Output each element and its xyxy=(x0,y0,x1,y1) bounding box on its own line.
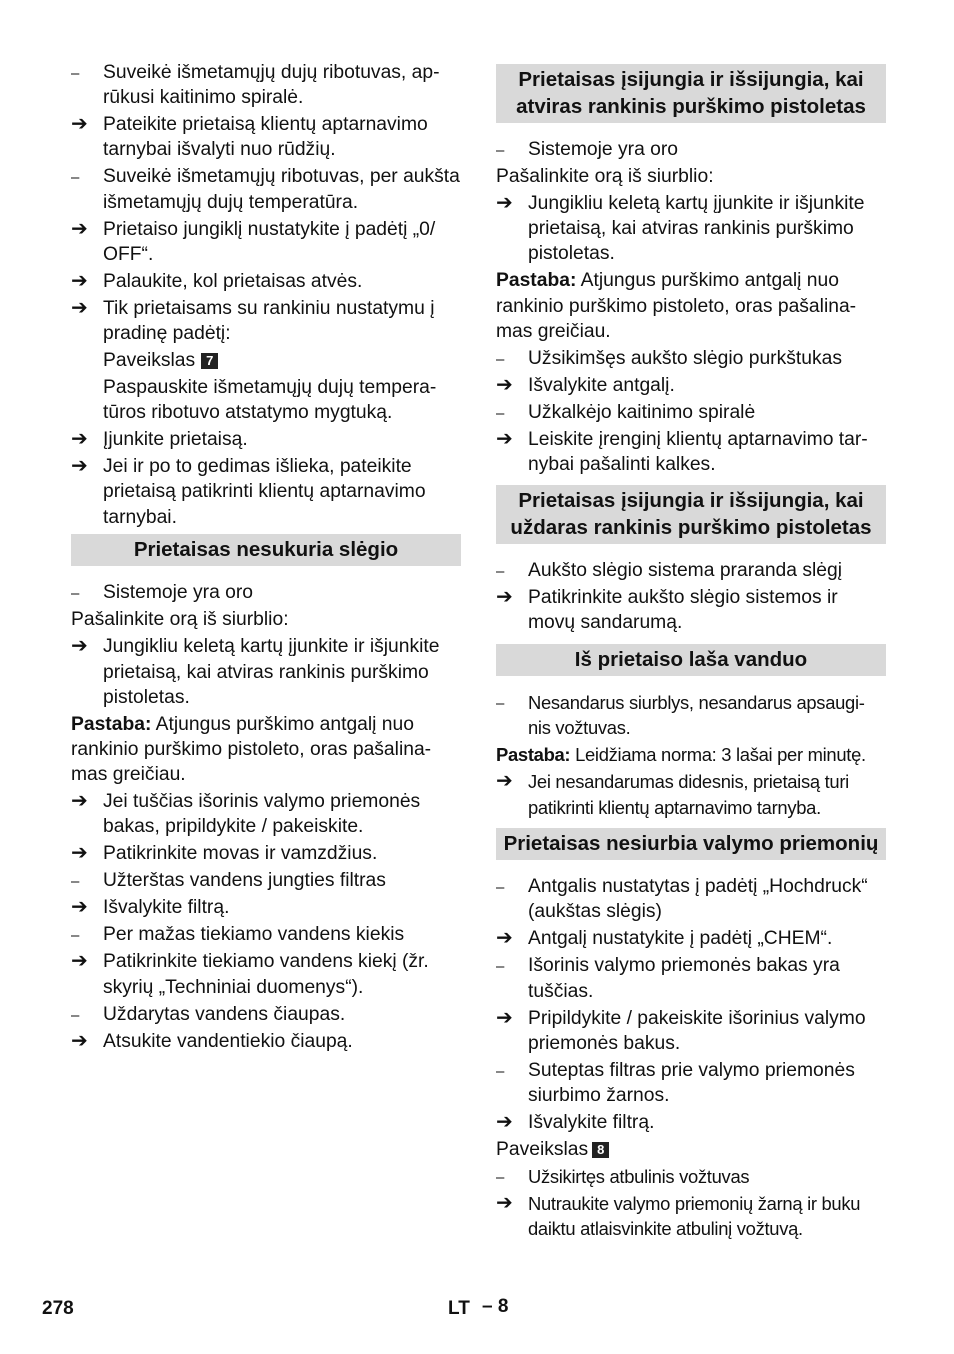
list-item xyxy=(71,112,461,162)
arrow-icon: ➔ xyxy=(71,842,88,865)
paragraph: Pašalinkite orą iš siurblio: xyxy=(496,166,714,187)
list-item-text: Leiskite įrenginį klientų aptarnavimo tar-nybai pašalinti kalkes. xyxy=(528,428,868,476)
list-item xyxy=(71,922,461,947)
list-item: – Sistemoje yra oro xyxy=(71,580,461,605)
arrow-icon: ➔ xyxy=(71,950,88,973)
list-item-text: Prietaiso jungiklį nustatykite į padėtį „0/ OFF“. xyxy=(103,218,436,265)
note: Pastaba: Leidžiama norma: 3 lašai per minutę. xyxy=(496,744,866,766)
list-item xyxy=(71,427,461,452)
left-list-a xyxy=(71,60,461,346)
figure-7-instruction: Paspauskite išmetamųjų dujų tempera-tūros ribotuvo atstatymo mygtuką. xyxy=(103,377,437,424)
figure-number-badge: 8 xyxy=(592,1142,609,1158)
list-item-text: Pateikite prietaisą klientų aptarnavimo tarnybai išvalyti nuo rūdžių. xyxy=(103,114,428,161)
list-item xyxy=(71,1002,461,1027)
list-item-text: Antgalis nustatytas į padėtį „Hochdruck“ (aukštas slėgis) xyxy=(528,876,868,923)
list-item xyxy=(496,953,886,1003)
arrow-icon: ➔ xyxy=(496,192,513,214)
list-item-text: Suteptas filtras prie valymo priemonės siurbimo žarnos. xyxy=(528,1059,855,1107)
list-item: ➔ Nutraukite valymo priemonių žarną ir buku daiktu atlaisvinkite atbulinį vožtuvą. xyxy=(496,1192,861,1240)
right-column xyxy=(496,60,886,1243)
list-item: ➔ Jei nesandarumas didesnis, prietaisą turi patikrinti klientų aptarnavimo tarnyba. xyxy=(496,770,849,818)
arrow-icon: ➔ xyxy=(71,428,88,451)
section-heading-cycles-open-gun: Prietaisas įsijungia ir išsijungia, kai atviras rankinis purškimo pistoletas xyxy=(496,64,886,123)
arrow-icon: ➔ xyxy=(71,635,88,658)
figure-label: Paveikslas xyxy=(496,1139,589,1161)
dash-marker: – xyxy=(496,1169,505,1187)
language-code: LT xyxy=(448,1298,470,1319)
dash-marker: – xyxy=(71,873,80,891)
dash-marker: – xyxy=(496,695,505,713)
left-list-b xyxy=(71,427,461,530)
arrow-icon: ➔ xyxy=(71,269,88,292)
list-item-text: Pripildykite / pakeiskite išorinius valymo priemonės bakus. xyxy=(528,1007,866,1054)
list-item-text: Per mažas tiekiamo vandens kiekis xyxy=(103,924,405,946)
arrow-icon: ➔ xyxy=(71,455,88,478)
list-item-text: Aukšto slėgio sistema praranda slėgį xyxy=(528,560,843,582)
list-item-text: Išvalykite filtrą. xyxy=(103,897,230,919)
list-item xyxy=(71,895,461,920)
right-list-f xyxy=(496,874,886,1135)
arrow-icon: ➔ xyxy=(71,217,88,240)
dash-marker: – xyxy=(71,585,80,603)
list-item-text: Patikrinkite movas ir vamzdžius. xyxy=(103,843,378,865)
right-list-d xyxy=(496,346,886,477)
left-column xyxy=(71,60,461,1056)
note-label: Pastaba: xyxy=(496,270,577,292)
list-item xyxy=(71,217,461,267)
list-item xyxy=(71,789,461,839)
arrow-icon: ➔ xyxy=(71,1029,88,1052)
dash-marker: – xyxy=(496,142,505,159)
arrow-icon: ➔ xyxy=(496,586,513,609)
arrow-icon: ➔ xyxy=(496,1192,513,1215)
list-item: ➔ Jungikliu keletą kartų įjunkite ir išjunkite prietaisą, kai atviras rankinis purškimo pistoletas. xyxy=(496,192,865,265)
figure-label: Paveikslas xyxy=(103,350,196,372)
list-item xyxy=(71,60,461,110)
note-label: Pastaba: xyxy=(496,744,571,766)
list-item xyxy=(71,164,461,214)
note: Pastaba: Atjungus purškimo antgalį nuo rankinio purškimo pistoleto, oras pašalina-mas greičiau. xyxy=(496,270,857,342)
list-item xyxy=(496,926,886,951)
list-item-text: Suveikė išmetamųjų ribotuvas, per aukšta išmetamųjų dujų temperatūra. xyxy=(103,166,460,213)
arrow-icon: ➔ xyxy=(496,373,513,396)
dash-marker: – xyxy=(71,169,80,187)
list-item-text: Išvalykite filtrą. xyxy=(528,1112,655,1134)
list-item xyxy=(496,427,886,477)
dash-marker: – xyxy=(71,927,80,945)
list-item: – Užsikirtęs atbulinis vožtuvas xyxy=(496,1164,886,1189)
dash-marker: – xyxy=(496,563,505,581)
list-item xyxy=(496,400,886,425)
section-heading-water-dripping: Iš prietaiso laša vanduo xyxy=(496,644,886,677)
note: Pastaba: Atjungus purškimo antgalį nuo rankinio purškimo pistoleto, oras pašalina-mas greičiau. xyxy=(71,713,432,786)
note-label: Pastaba: xyxy=(71,713,152,735)
figure-ref-8 xyxy=(496,1137,886,1162)
list-item-text: Išvalykite antgalį. xyxy=(528,374,675,396)
list-item xyxy=(71,296,461,346)
list-item: – Nesandarus siurblys, nesandarus apsaugi-nis vožtuvas. xyxy=(496,692,865,739)
list-item xyxy=(71,454,461,530)
list-item-text: Užsikimšęs aukšto slėgio purkštukas xyxy=(528,347,842,369)
list-item xyxy=(496,874,886,924)
list-item-text: Užkalkėjo kaitinimo spiralė xyxy=(528,401,756,423)
section-heading-no-pressure: Prietaisas nesukuria slėgio xyxy=(71,534,461,567)
arrow-icon: ➔ xyxy=(71,896,88,919)
arrow-icon: ➔ xyxy=(496,770,513,793)
list-item: – Sistemoje yra oro xyxy=(496,137,886,162)
list-item xyxy=(496,1006,886,1056)
dash-marker: – xyxy=(71,65,80,82)
list-item-text: Išorinis valymo priemonės bakas yra tuščias. xyxy=(528,955,840,1002)
list-item xyxy=(71,269,461,294)
page-number: 278 xyxy=(42,1298,74,1319)
arrow-icon: ➔ xyxy=(71,296,88,319)
figure-number-badge: 7 xyxy=(201,353,218,369)
list-item xyxy=(496,1110,886,1135)
list-item xyxy=(496,373,886,398)
dash-marker: – xyxy=(496,958,505,976)
right-list-e xyxy=(496,558,886,635)
dash-marker: – xyxy=(496,350,505,368)
list-item-text: Jei ir po to gedimas išlieka, pateikite prietaisą patikrinti klientų aptarnavimo tarnybai. xyxy=(103,456,426,528)
dash-marker: – xyxy=(71,1006,80,1024)
list-item xyxy=(496,1058,886,1108)
arrow-icon: ➔ xyxy=(496,927,513,950)
list-item xyxy=(496,346,886,371)
list-item-text: Suveikė išmetamųjų dujų ribotuvas, ap-rūkusi kaitinimo spiralė. xyxy=(103,62,440,109)
section-number: – 8 xyxy=(482,1296,509,1317)
list-item xyxy=(496,558,886,583)
arrow-icon: ➔ xyxy=(71,113,88,136)
list-item xyxy=(71,1029,461,1054)
arrow-icon: ➔ xyxy=(71,790,88,813)
list-item-text: Užterštas vandens jungties filtras xyxy=(103,870,386,892)
list-item-text: Uždarytas vandens čiaupas. xyxy=(103,1003,346,1025)
list-item-text: Atsukite vandentiekio čiaupą. xyxy=(103,1030,353,1052)
arrow-icon: ➔ xyxy=(496,1111,513,1134)
list-item: ➔ Jungikliu keletą kartų įjunkite ir išjunkite prietaisą, kai atviras rankinis purškimo pistoletas. xyxy=(71,635,440,708)
list-item-text: Patikrinkite aukšto slėgio sistemos ir movų sandarumą. xyxy=(528,587,838,634)
list-item xyxy=(71,841,461,866)
left-list-c xyxy=(71,789,461,1054)
list-item xyxy=(71,868,461,893)
figure-ref-7 xyxy=(71,348,461,373)
list-item-text: Jei tuščias išorinis valymo priemonės bakas, pripildykite / pakeiskite. xyxy=(103,791,421,838)
list-item-text: Antgalį nustatykite į padėtį „CHEM“. xyxy=(528,928,833,950)
list-item xyxy=(496,585,886,635)
arrow-icon: ➔ xyxy=(496,1006,513,1029)
list-item-text: Palaukite, kol prietaisas atvės. xyxy=(103,270,363,292)
section-heading-no-detergent: Prietaisas nesiurbia valymo priemonių xyxy=(496,828,886,861)
dash-marker: – xyxy=(496,404,505,422)
paragraph: Pašalinkite orą iš siurblio: xyxy=(71,609,289,631)
arrow-icon: ➔ xyxy=(496,427,513,450)
dash-marker: – xyxy=(496,1062,505,1080)
list-item-text: Patikrinkite tiekiamo vandens kiekį (žr. skyrių „Techniniai duomenys“). xyxy=(103,951,429,998)
section-heading-cycles-closed-gun: Prietaisas įsijungia ir išsijungia, kai uždaras rankinis purškimo pistoletas xyxy=(496,485,886,544)
list-item-text: Įjunkite prietaisą. xyxy=(103,429,248,451)
dash-marker: – xyxy=(496,879,505,897)
list-item xyxy=(71,949,461,999)
list-item-text: Tik prietaisams su rankiniu nustatymu į pradinę padėtį: xyxy=(103,297,435,345)
